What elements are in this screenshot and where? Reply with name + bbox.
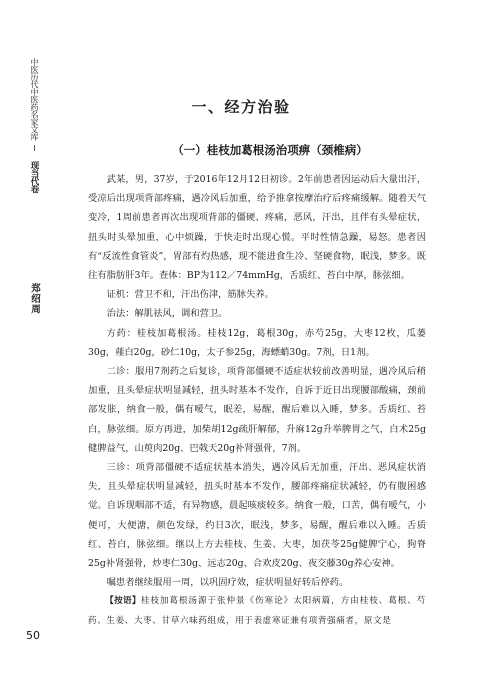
subsection-title: （一）桂枝加葛根汤治项痹（颈椎病） <box>172 143 368 157</box>
page-number: 50 <box>26 629 40 642</box>
second-visit-paragraph <box>88 362 426 458</box>
prescription-text: 桂枝加葛根汤。桂枝12g，葛根30g，赤芍25g，大枣12枚，瓜蒌30g，薤白20g，砂仁10g，太子参25g，海螵蛸30g。7剂，日1剂。 <box>88 327 426 358</box>
second-visit-label: 二诊： <box>106 366 136 378</box>
third-visit-label: 三诊： <box>106 462 136 474</box>
case-body <box>88 170 426 631</box>
series-title: 中医历代中医药名家文库 <box>30 58 39 141</box>
commentary-text: 桂枝加葛根汤源于张仲景《伤寒论》太阳病篇，方由桂枝、葛根、芍药、生姜、大枣、甘草六味药组成，用于表虚寒证兼有项背强痛者，原文是 <box>88 596 426 626</box>
prescription-paragraph <box>88 324 426 362</box>
method-label: 治法： <box>106 308 135 320</box>
syndrome-paragraph <box>88 285 426 304</box>
third-visit-text: 项背部僵硬不适症状基本消失，遇冷风后无加重，汗出、恶风症状消失，且头晕症状明显减轻，扭头时基本不发作，腰部疼痛症状减轻，仍有腹困感觉。自诉现咽部不适，有异物感，晨起咳痰较多。纳食一般，口苦，偶有嗳气，小便可，大便溏，颜色发绿，约日3次，眠浅，梦多，易醒，醒后难以入睡。舌质红、苔白，脉弦细。继以上方去桂枝、生姜、大枣，加茯苓25g健脾宁心，狗脊25g补肾强骨，炒枣仁30g、远志20g、合欢皮20g、夜交藤30g养心安神。 <box>88 462 426 570</box>
second-visit-text: 服用7剂药之后复诊，项背部僵硬不适症状较前改善明显，遇冷风后稍加重，且头晕症状明显减轻，扭头时基本不发作，自诉于近日出现腰部酸痛，颈前部发胀，纳食一般，偶有嗳气，眠差，易醒，醒后难以入睡，梦多。舌质红、苔白，脉弦细。原方再进，加柴胡12g疏肝解郁，升麻12g升举脾胃之气，白术25g健脾益气，山萸肉20g、巴戟天20g补肾强骨，7剂。 <box>88 366 426 454</box>
syndrome-text: 营卫不和，汗出伤津，筋脉失养。 <box>134 289 274 301</box>
syndrome-label: 证机： <box>106 289 135 301</box>
prescription-label: 方药： <box>106 327 137 339</box>
method-paragraph <box>88 304 426 323</box>
sidebar-divider <box>34 145 35 151</box>
commentary-label: 【按语】 <box>105 596 141 607</box>
third-visit-paragraph <box>88 458 426 573</box>
followup-paragraph: 嘱患者继续服用一周，以巩固疗效，症状明显好转后停药。 <box>106 577 349 589</box>
volume-era-label: 现当代卷 <box>29 160 39 193</box>
section-title: 一、经方治验 <box>191 98 291 116</box>
author-name: 郑绍周 <box>29 282 40 314</box>
method-text: 解肌祛风，调和营卫。 <box>134 308 228 320</box>
commentary-paragraph <box>88 592 426 630</box>
case-intro-paragraph: 武某，男，37岁，于2016年12月12日初诊。2年前患者因运动后大量出汗，受凉后出现项背部疼痛，遇冷风后加重，给予推拿按摩治疗后疼痛缓解。随着天气变冷，1周前患者再次出现项背部的僵硬、疼痛，恶风，汗出，且伴有头晕症状，扭头时头晕加重，心中烦躁，于快走时出现心慌。平时性情急躁，易怒。患者因有“反流性食管炎”，胃部有灼热感，现不能进食生冷、坚硬食物，眠浅，梦多。既往有脂肪肝3年。查体：BP为112／74mmHg，舌质红、苔白中厚，脉弦细。 <box>88 174 426 282</box>
